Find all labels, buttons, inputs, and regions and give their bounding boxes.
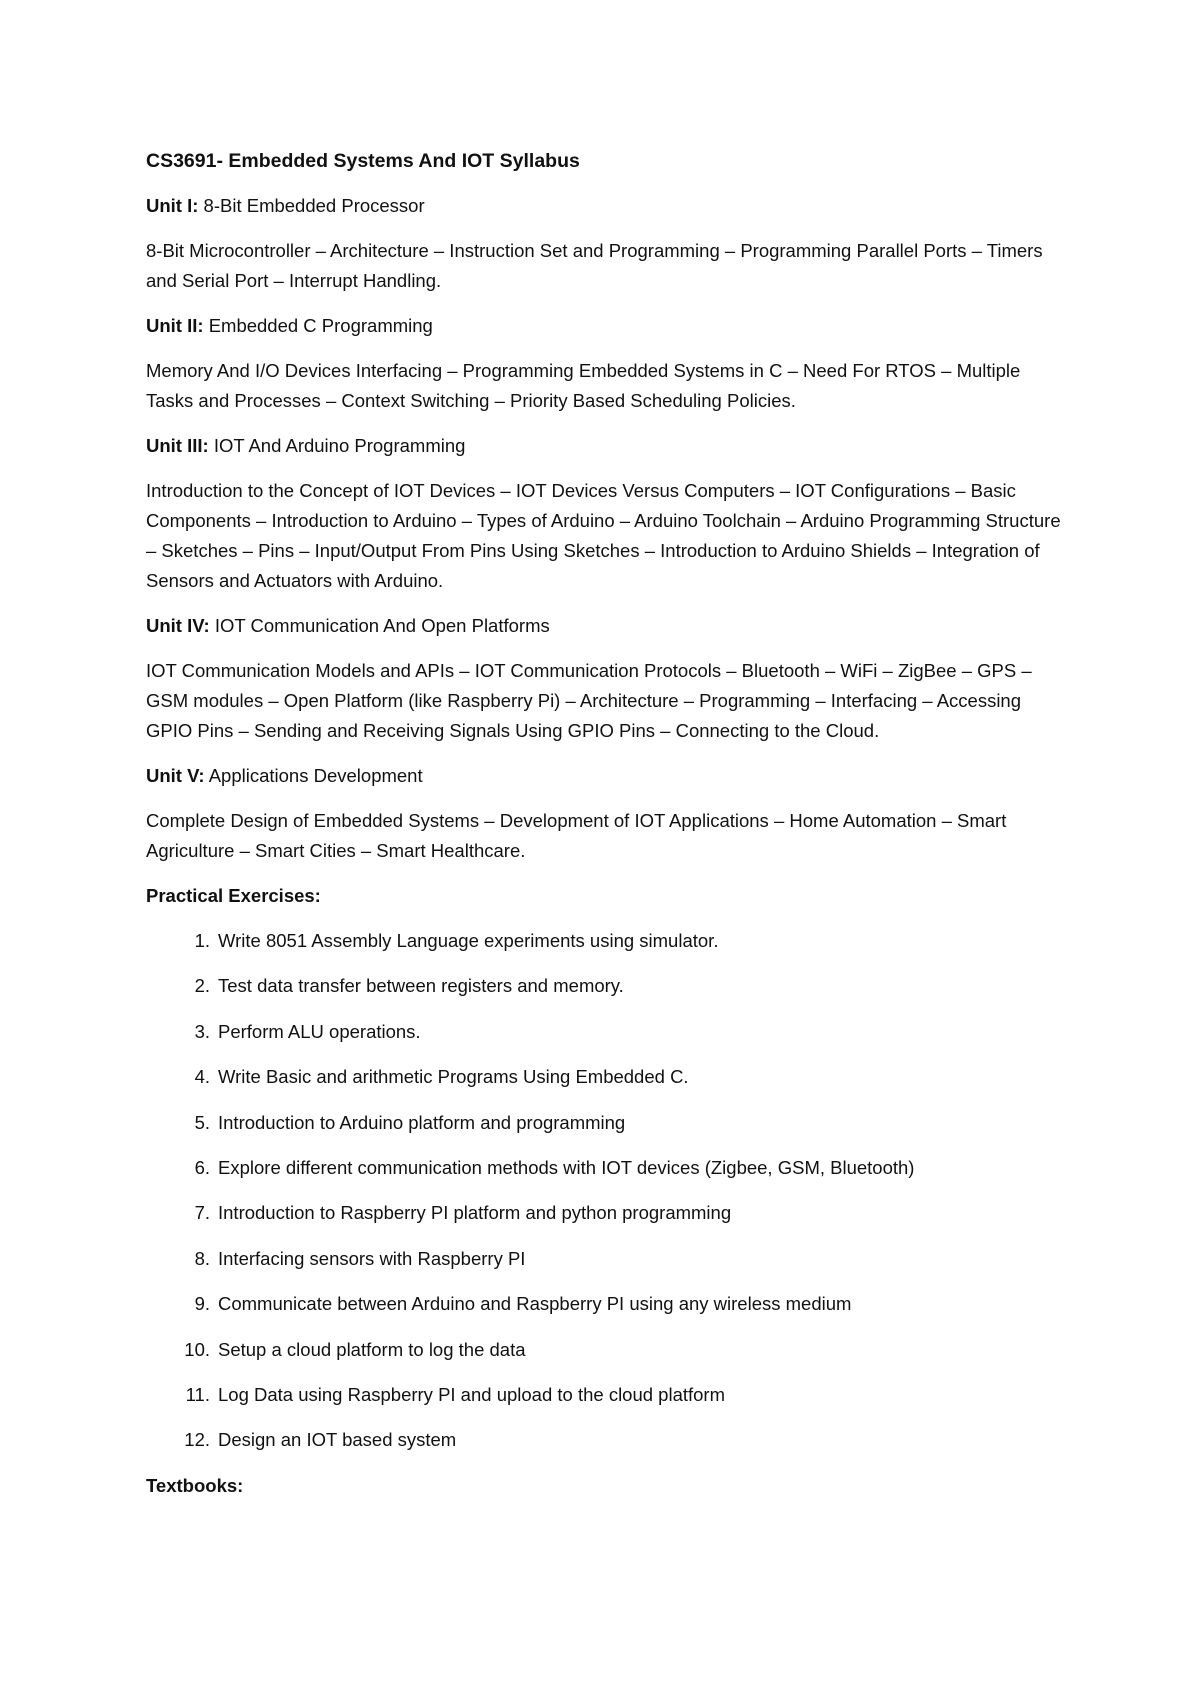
list-item: [146, 1017, 1066, 1047]
unit-4-heading: [146, 611, 1066, 641]
unit-3-label: Unit III:: [146, 435, 209, 456]
unit-1-content: 8-Bit Microcontroller – Architecture – Instruction Set and Programming – Programming Parallel Ports – Timers and Serial Port – Interrupt Handling.: [146, 240, 1043, 291]
list-item: [146, 1108, 1066, 1138]
list-item: [146, 926, 1066, 956]
unit-3-heading: [146, 431, 1066, 461]
list-item-text: Design an IOT based system: [218, 1429, 457, 1451]
list-item-number: 4.: [194, 1066, 210, 1088]
list-item-number: 9.: [194, 1293, 210, 1315]
unit-2-heading: [146, 311, 1066, 341]
list-item: [146, 1335, 1066, 1365]
unit-5-content: Complete Design of Embedded Systems – Development of IOT Applications – Home Automation – Smart Agriculture – Smart Cities – Smart Healthcare.: [146, 810, 1007, 861]
list-item-text: Setup a cloud platform to log the data: [218, 1338, 526, 1360]
list-item-text: Test data transfer between registers and memory.: [218, 975, 624, 997]
textbooks-heading: Textbooks:: [146, 1474, 244, 1496]
list-item-text: Introduction to Raspberry PI platform and python programming: [218, 1202, 732, 1224]
list-item: [146, 1244, 1066, 1274]
unit-2-name: Embedded C Programming: [208, 315, 433, 336]
list-item: [146, 1153, 1066, 1183]
list-item-number: 5.: [194, 1111, 210, 1133]
unit-1-heading: [146, 191, 1066, 221]
exercise-list: [146, 926, 1066, 1455]
unit-5-label: Unit V:: [146, 765, 205, 786]
practical-exercises-heading: Practical Exercises:: [146, 885, 321, 906]
list-item-text: Write 8051 Assembly Language experiments using simulator.: [218, 930, 719, 951]
list-item-text: Perform ALU operations.: [218, 1020, 421, 1042]
list-item-number: 12.: [184, 1429, 210, 1451]
unit-2-content: Memory And I/O Devices Interfacing – Programming Embedded Systems in C – Need For RTOS – Multiple Tasks and Processes – Context Switching – Priority Based Scheduling Policies.: [146, 360, 1021, 411]
list-item-number: 10.: [184, 1338, 210, 1360]
list-item-text: Log Data using Raspberry PI and upload to the cloud platform: [218, 1383, 726, 1405]
list-item: [146, 1289, 1066, 1319]
list-item-number: 6.: [194, 1156, 210, 1178]
list-item: [146, 1380, 1066, 1410]
document-page: [146, 146, 1066, 1516]
list-item: [146, 1062, 1066, 1092]
list-item-number: 7.: [194, 1202, 210, 1224]
list-item-text: Introduction to Arduino platform and programming: [218, 1111, 626, 1133]
list-item-number: 1.: [194, 930, 210, 951]
list-item-text: Interfacing sensors with Raspberry PI: [218, 1247, 526, 1269]
list-item-number: 2.: [194, 975, 210, 997]
list-item-text: Explore different communication methods with IOT devices (Zigbee, GSM, Bluetooth): [218, 1156, 915, 1178]
list-item-number: 8.: [194, 1247, 210, 1269]
list-item: [146, 971, 1066, 1001]
list-item-text: Write Basic and arithmetic Programs Using Embedded C.: [218, 1066, 689, 1088]
unit-5-name: Applications Development: [208, 765, 423, 786]
list-item-number: 11.: [185, 1383, 210, 1405]
unit-2-label: Unit II:: [146, 315, 204, 336]
unit-5-heading: [146, 761, 1066, 791]
unit-4-name: IOT Communication And Open Platforms: [214, 615, 550, 636]
list-item: [146, 1198, 1066, 1228]
list-item: [146, 1425, 1066, 1455]
unit-4-label: Unit IV:: [146, 615, 210, 636]
unit-1-name: 8-Bit Embedded Processor: [203, 195, 425, 216]
list-item-number: 3.: [194, 1020, 210, 1042]
unit-1-label: Unit I:: [146, 195, 199, 216]
list-item-text: Communicate between Arduino and Raspberry PI using any wireless medium: [218, 1293, 852, 1315]
unit-3-content: Introduction to the Concept of IOT Devices – IOT Devices Versus Computers – IOT Configurations – Basic Components – Introduction to Arduino – Types of Arduino – Arduino Toolchain – Arduino Programming Structure – Sketches – Pins – Input/Output From Pins Using Sketches – Introduction to Arduino Shields – Integration of Sensors and Actuators with Arduino.: [146, 480, 1061, 591]
unit-4-content: IOT Communication Models and APIs – IOT Communication Protocols – Bluetooth – WiFi – ZigBee – GPS – GSM modules – Open Platform (like Raspberry Pi) – Architecture – Programming – Interfacing – Accessing GPIO Pins – Sending and Receiving Signals Using GPIO Pins – Connecting to the Cloud.: [146, 660, 1032, 741]
unit-3-name: IOT And Arduino Programming: [213, 435, 466, 456]
document-title: CS3691- Embedded Systems And IOT Syllabus: [146, 150, 580, 172]
